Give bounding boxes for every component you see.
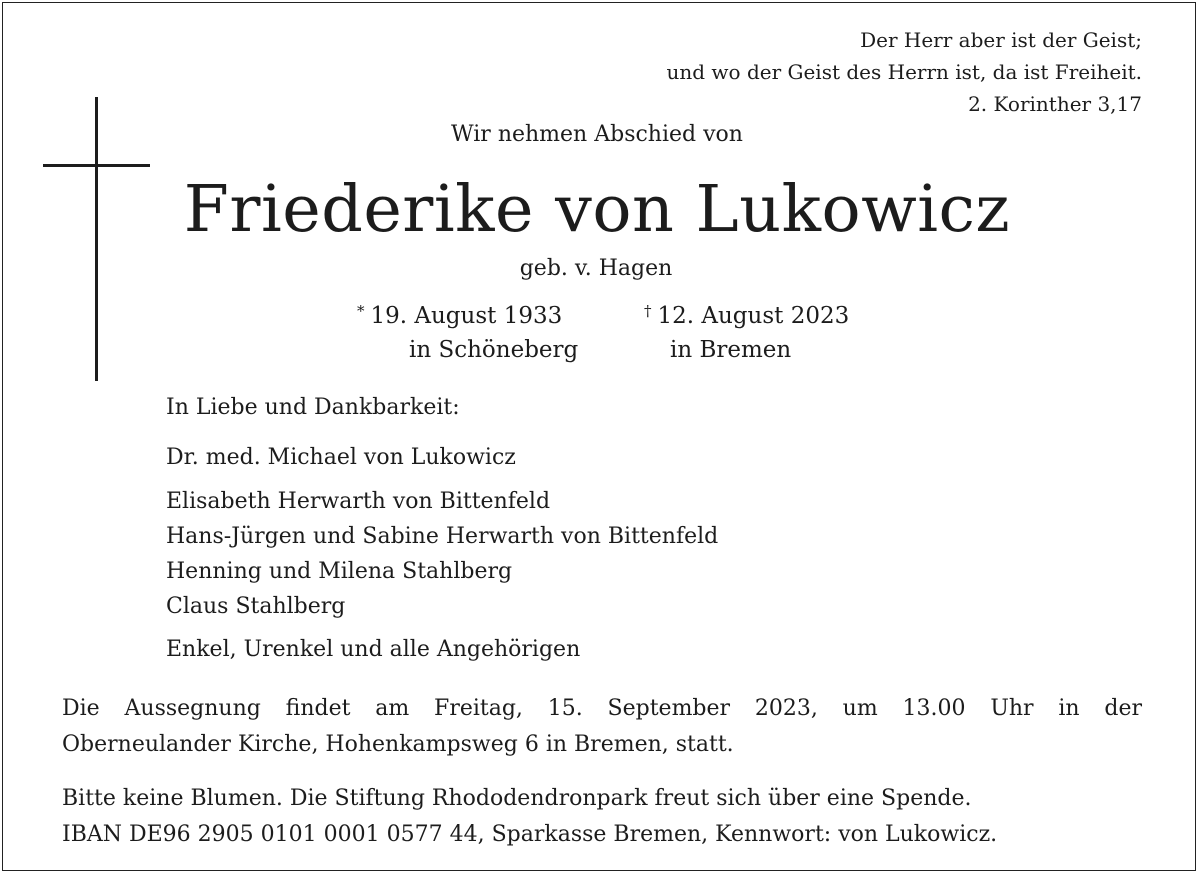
bible-verse (667, 24, 1143, 120)
donation-line-2: IBAN DE96 2905 0101 0001 0577 44, Sparkasse Bremen, Kennwort: von Lukowicz. (62, 822, 998, 847)
death-dagger-icon: † (644, 302, 652, 320)
death-date: 12. August 2023 (657, 303, 850, 329)
maiden-name: geb. v. Hagen (519, 256, 673, 281)
deceased-name: Friederike von Lukowicz (183, 172, 1011, 247)
birth-info (357, 294, 578, 367)
mourners-heading: In Liebe und Dankbarkeit: (166, 395, 460, 420)
verse-line-1: Der Herr aber ist der Geist; (860, 28, 1142, 52)
mourner-name: Claus Stahlberg (166, 594, 346, 619)
mourner-name: Elisabeth Herwarth von Bittenfeld (166, 489, 551, 514)
service-line-1: Die Aussegnung findet am Freitag, 15. September 2023, um 13.00 Uhr in der (62, 696, 1142, 721)
verse-line-2: und wo der Geist des Herrn ist, da ist Freiheit. (666, 60, 1142, 84)
birth-star-icon: * (357, 302, 365, 320)
birth-place: in Schöneberg (409, 337, 579, 363)
mourners-list (166, 392, 718, 667)
donation-info (62, 781, 1152, 853)
funeral-service-info (62, 691, 1142, 763)
death-info (644, 294, 849, 367)
birth-date-line (357, 294, 578, 333)
mourner-name: Dr. med. Michael von Lukowicz (166, 445, 516, 470)
cross-horizontal-beam (43, 164, 150, 167)
intro-text: Wir nehmen Abschied von (451, 122, 743, 147)
mourner-name: Hans-Jürgen und Sabine Herwarth von Bittenfeld (166, 524, 719, 549)
donation-line-1: Bitte keine Blumen. Die Stiftung Rhododendronpark freut sich über eine Spende. (62, 786, 972, 811)
death-date-line (644, 294, 849, 333)
mourner-name: Henning und Milena Stahlberg (166, 559, 513, 584)
birth-date: 19. August 1933 (370, 303, 563, 329)
verse-reference: 2. Korinther 3,17 (968, 92, 1142, 116)
death-place: in Bremen (670, 337, 792, 363)
mourner-name: Enkel, Urenkel und alle Angehörigen (166, 637, 581, 662)
service-line-2: Oberneulander Kirche, Hohenkampsweg 6 in Bremen, statt. (62, 732, 734, 757)
